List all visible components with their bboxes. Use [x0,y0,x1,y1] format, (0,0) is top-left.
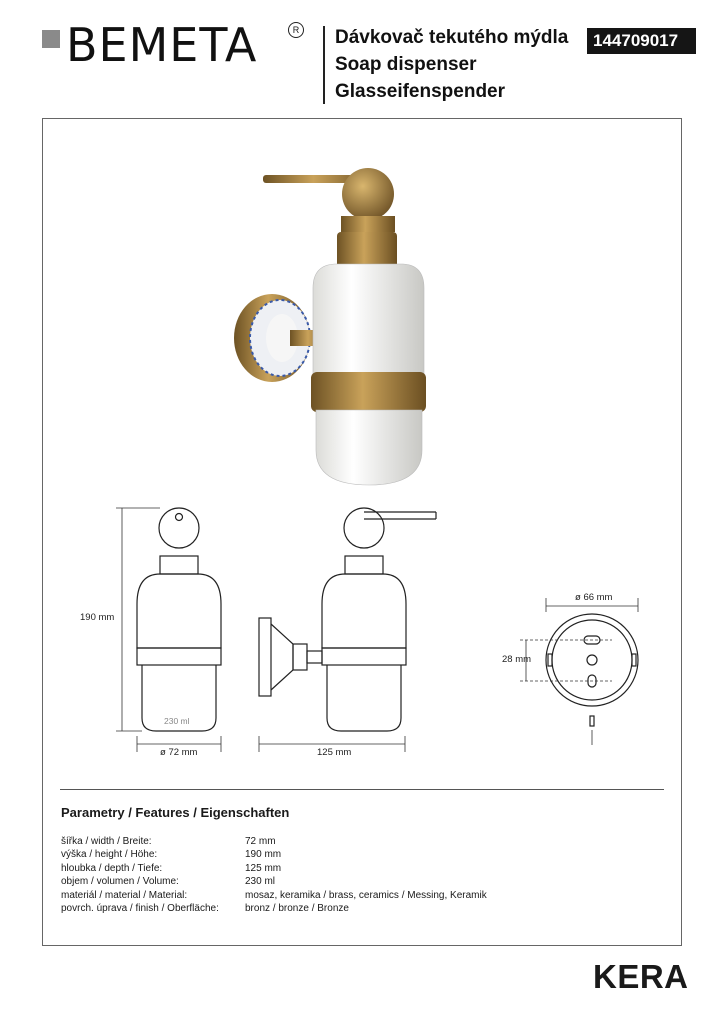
header-divider [323,26,325,104]
params-row [61,862,487,875]
params-heading: Parametry / Features / Eigenschaften [61,805,290,820]
params-row [61,889,487,902]
title-en: Soap dispenser [335,54,477,75]
dim-volume-mark: 230 ml [164,716,190,726]
param-value: 190 mm [245,849,282,861]
params-row [61,902,487,915]
param-label: materiál / material / Material: [61,889,188,901]
param-value: 230 ml [245,876,276,888]
product-code-badge: 144709017 [587,28,696,54]
brand-logo: BEMETA [66,18,258,72]
dim-diameter: ø 72 mm [160,747,198,758]
title-cz: Dávkovač tekutého mýdla [335,27,569,48]
dim-height: 190 mm [80,612,115,623]
product-photo [220,160,450,490]
param-label: výška / height / Höhe: [61,849,158,861]
param-label: objem / volumen / Volume: [61,876,179,888]
params-row [61,875,487,888]
param-label: šířka / width / Breite: [61,836,152,847]
product-title [335,24,568,105]
section-divider [60,789,664,790]
param-value: mosaz, keramika / brass, ceramics / Messing, Keramik [245,889,487,901]
param-value: 125 mm [245,862,282,874]
param-label: povrch. úprava / finish / Oberfläche: [61,903,219,915]
technical-drawing [60,500,680,775]
param-label: hloubka / depth / Tiefe: [61,862,163,874]
params-row [61,848,487,861]
params-table [61,835,487,915]
series-name: KERA [593,958,689,995]
title-de: Glasseifenspender [335,81,506,102]
param-value: 72 mm [245,836,276,847]
dim-flange: ø 66 mm [575,592,613,603]
dim-depth: 125 mm [317,747,352,758]
registered-mark: R [288,22,304,38]
dim-holes: 28 mm [502,654,532,665]
params-row [61,835,487,848]
param-value: bronz / bronze / Bronze [245,903,349,915]
logo-mark [42,30,60,48]
